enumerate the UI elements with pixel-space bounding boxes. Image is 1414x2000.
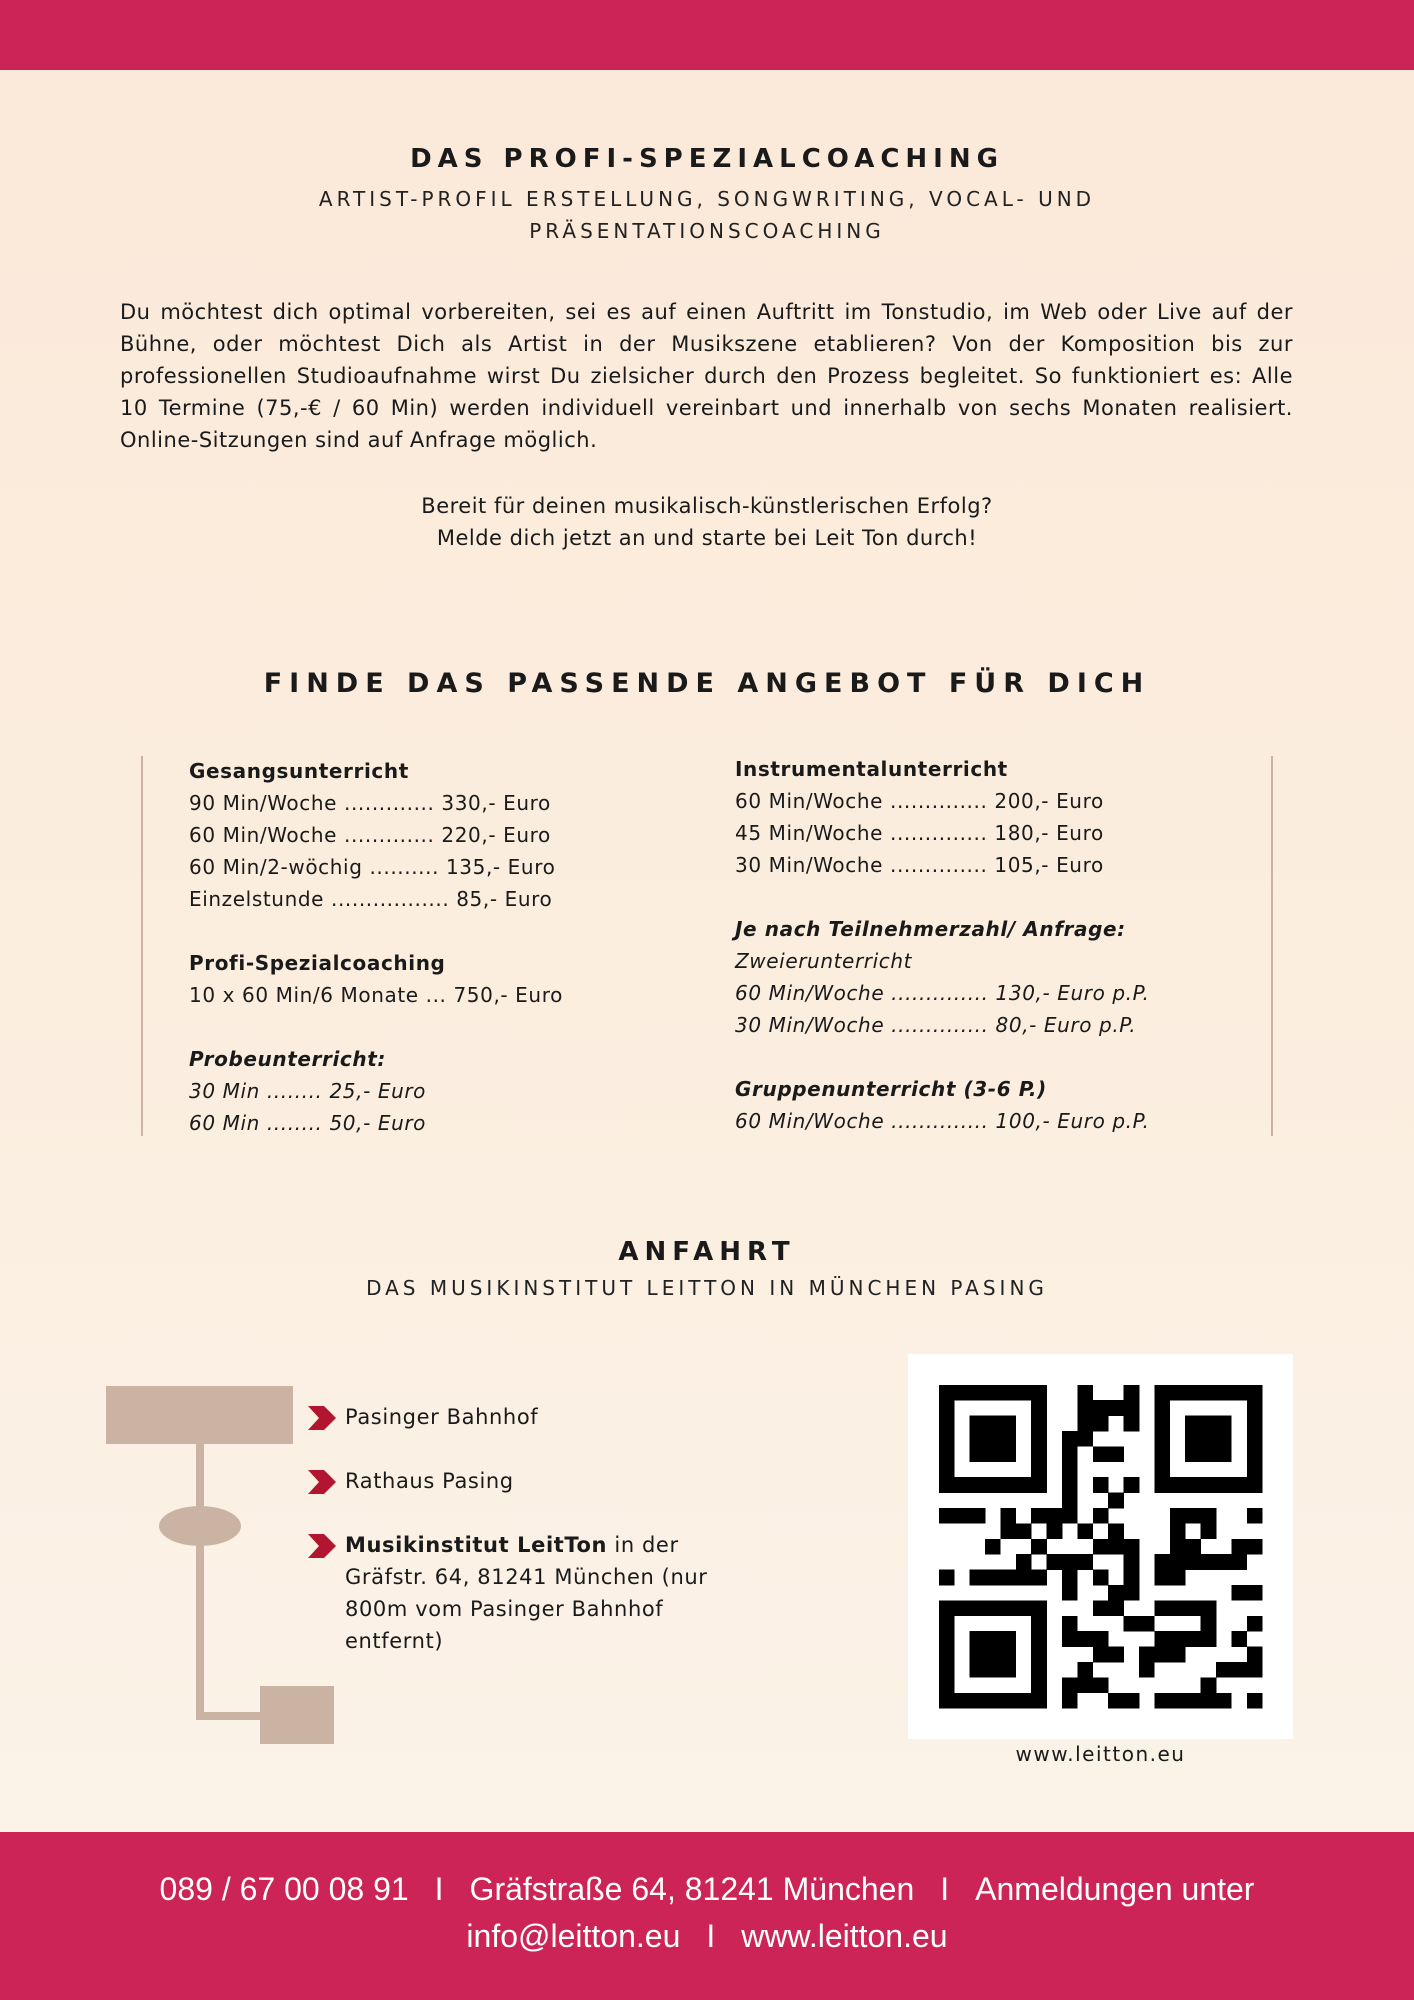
stop-address-line: entfernt) [345,1629,444,1653]
price-line: 60 Min/Woche .............. 100,- Euro p.P. [735,1109,1150,1133]
price-line: 60 Min/Woche .............. 200,- Euro [735,789,1104,813]
cta-line1: Bereit für deinen musikalisch-künstlerischen Erfolg? [421,494,993,518]
route-stop-oval [159,1506,241,1546]
offers-right-divider [1271,756,1273,1136]
price-line: 90 Min/Woche ............. 330,- Euro [189,791,551,815]
route-station-rect [106,1386,293,1444]
stop-rathaus-pasing: Rathaus Pasing [345,1469,514,1493]
coaching-intro: Du möchtest dich optimal vorbereiten, sei es auf einen Auftritt im Tonstudio, im Web oder Live auf der Bühne, oder möchtest Dich als Artist in der Musikszene etablieren? Von der Komposition bis zur professionellen Studioaufnahme wirst Du zielsicher durch den Prozess begleitet. So funktioniert es: Alle 10 Termine (75,-€ / 60 Min) werden individuell vereinbart und innerhalb von sechs Monaten realisiert. Online-Sitzungen sind auf Anfrage möglich. [120,300,1293,452]
route-destination-rect [260,1686,334,1744]
gruppe-heading: Gruppenunterricht (3-6 P.) [735,1077,1047,1101]
cta-line2: Melde dich jetzt an und starte bei Leit Ton durch! [436,526,978,550]
directions-title: ANFAHRT [618,1237,796,1267]
anfrage-heading: Je nach Teilnehmerzahl/ Anfrage: [735,917,1126,941]
qr-code[interactable] [908,1354,1293,1739]
coaching-subtitle-line1: ARTIST-PROFIL ERSTELLUNG, SONGWRITING, VOCAL- UND [318,187,1096,211]
route-line-horizontal [196,1712,260,1720]
stop-musikinstitut-name: Musikinstitut LeitTon [345,1533,608,1557]
stop-musikinstitut-rest: in der [607,1533,679,1557]
stop-pasinger-bahnhof: Pasinger Bahnhof [345,1405,539,1429]
offers-left-divider [141,756,143,1136]
price-line: 30 Min ........ 25,- Euro [189,1079,427,1103]
footer-separator: I [434,1871,444,1907]
price-line: 60 Min/2-wöchig .......... 135,- Euro [189,855,556,879]
price-line: 60 Min/Woche ............. 220,- Euro [189,823,551,847]
coaching-cta [0,490,1414,554]
price-line: Einzelstunde ................. 85,- Euro [189,887,553,911]
probe-heading: Probeunterricht: [189,1047,386,1071]
coaching-subtitle [0,183,1414,247]
price-line: 60 Min ........ 50,- Euro [189,1111,427,1135]
qr-url: www.leitton.eu [1015,1742,1186,1766]
route-line-vertical [196,1444,204,1720]
coaching-subtitle-line2: PRÄSENTATIONSCOACHING [529,219,885,243]
gesang-heading: Gesangsunterricht [189,759,409,783]
instrument-heading: Instrumentalunterricht [735,757,1008,781]
qr-code-icon [908,1354,1293,1739]
offers-right-column [735,753,1150,1137]
offers-left-column [189,755,563,1139]
footer-address: Gräfstraße 64, 81241 München [469,1871,915,1907]
chevron-right-icon [308,1470,336,1494]
directions-subtitle: DAS MUSIKINSTITUT LEITTON IN MÜNCHEN PASING [366,1276,1048,1300]
coaching-title: DAS PROFI-SPEZIALCOACHING [410,144,1004,174]
chevron-right-icon [308,1534,336,1558]
footer-web-link[interactable]: www.leitton.eu [741,1918,948,1954]
price-line: 30 Min/Woche .............. 80,- Euro p.P. [735,1013,1137,1037]
price-line: 45 Min/Woche .............. 180,- Euro [735,821,1104,845]
price-line: 30 Min/Woche .............. 105,- Euro [735,853,1104,877]
stop-address-line: 800m vom Pasinger Bahnhof [345,1597,664,1621]
offers-title: FINDE DAS PASSENDE ANGEBOT FÜR DICH [263,668,1151,699]
price-line: 10 x 60 Min/6 Monate ... 750,- Euro [189,983,563,1007]
footer-phone[interactable]: 089 / 67 00 08 91 [159,1871,409,1907]
footer-separator: I [706,1918,716,1954]
footer-signup-text: Anmeldungen unter [975,1871,1255,1907]
footer-email-link[interactable]: info@leitton.eu [466,1918,681,1954]
zweier-label: Zweierunterricht [735,949,913,973]
chevron-right-icon [308,1406,336,1430]
profi-heading: Profi-Spezialcoaching [189,951,446,975]
footer-contact-band [0,1832,1414,2000]
footer-separator: I [940,1871,950,1907]
price-line: 60 Min/Woche .............. 130,- Euro p.P. [735,981,1150,1005]
top-color-band [0,0,1414,70]
stop-musikinstitut [345,1529,708,1657]
stop-address-line: Gräfstr. 64, 81241 München (nur [345,1565,708,1589]
